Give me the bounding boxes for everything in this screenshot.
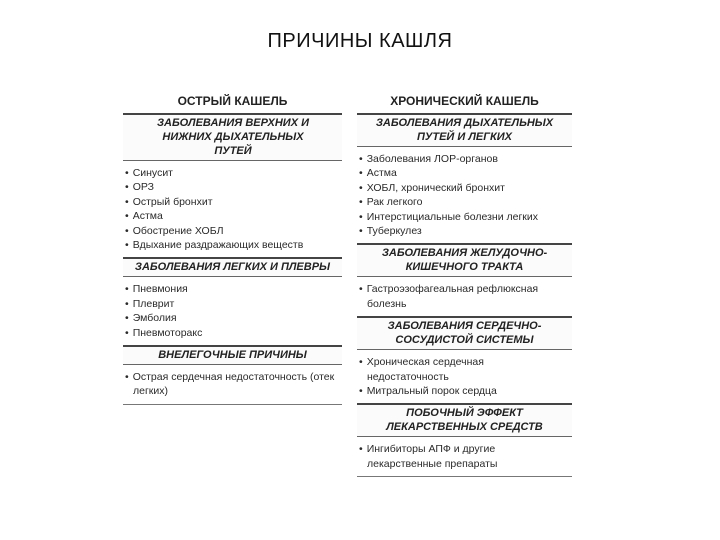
list-item: • Астма (125, 210, 163, 223)
acute-column-header: ОСТРЫЙ КАШЕЛЬ (177, 94, 288, 108)
list-item: • Плеврит (125, 297, 175, 310)
section-items (123, 277, 342, 345)
section-items (123, 161, 342, 257)
list-item: • Туберкулез (359, 225, 422, 238)
section-heading: ЗАБОЛЕВАНИЯ ВЕРХНИХ И НИЖНИХ ДЫХАТЕЛЬНЫХ ПУТЕЙ (123, 113, 342, 161)
list-item: • Вдыхание раздражающих веществ (125, 239, 304, 252)
list-item: • ХОБЛ, хронический бронхит (359, 181, 505, 194)
list-item: • Астма (359, 167, 397, 180)
list-item: • Пневмоторакс (125, 326, 203, 339)
section-items (123, 365, 342, 405)
section-items (357, 350, 572, 403)
section-heading: ПОБОЧНЫЙ ЭФФЕКТ ЛЕКАРСТВЕННЫХ СРЕДСТВ (357, 403, 572, 437)
list-item: • Острый бронхит (125, 195, 213, 208)
list-item: • Гастроэзофагеальная рефлюксная болезнь (359, 283, 539, 310)
section-heading: ЗАБОЛЕВАНИЯ СЕРДЕЧНО-СОСУДИСТОЙ СИСТЕМЫ (357, 316, 572, 350)
list-item: • Интерстициальные болезни легких (359, 210, 539, 223)
section-heading: ЗАБОЛЕВАНИЯ ДЫХАТЕЛЬНЫХ ПУТЕЙ И ЛЕГКИХ (357, 113, 572, 147)
chronic-cough-column (357, 92, 572, 477)
page-title: ПРИЧИНЫ КАШЛЯ (267, 30, 453, 52)
section-items (357, 277, 572, 316)
list-item: • Пневмония (125, 283, 188, 296)
list-item: • Хроническая сердечная недостаточность (359, 356, 484, 383)
list-item: • Острая сердечная недостаточность (отек легких) (125, 371, 335, 398)
list-item: • Ингибиторы АПФ и другие лекарственные препараты (359, 443, 498, 470)
section-items (357, 147, 572, 243)
section-items (357, 437, 572, 477)
chronic-column-header: ХРОНИЧЕСКИЙ КАШЕЛЬ (390, 94, 539, 108)
section-heading: ЗАБОЛЕВАНИЯ ЖЕЛУДОЧНО-КИШЕЧНОГО ТРАКТА (357, 243, 572, 277)
list-item: • ОРЗ (125, 181, 154, 194)
list-item: • Митральный порок сердца (359, 385, 497, 398)
acute-cough-column (123, 92, 342, 405)
list-item: • Обострение ХОБЛ (125, 224, 224, 237)
list-item: • Заболевания ЛОР-органов (359, 153, 498, 165)
list-item: • Синусит (125, 167, 173, 179)
list-item: • Рак легкого (359, 196, 423, 209)
section-heading: ЗАБОЛЕВАНИЯ ЛЕГКИХ И ПЛЕВРЫ (123, 257, 342, 277)
list-item: • Эмболия (125, 312, 177, 325)
section-heading: ВНЕЛЕГОЧНЫЕ ПРИЧИНЫ (123, 345, 342, 365)
